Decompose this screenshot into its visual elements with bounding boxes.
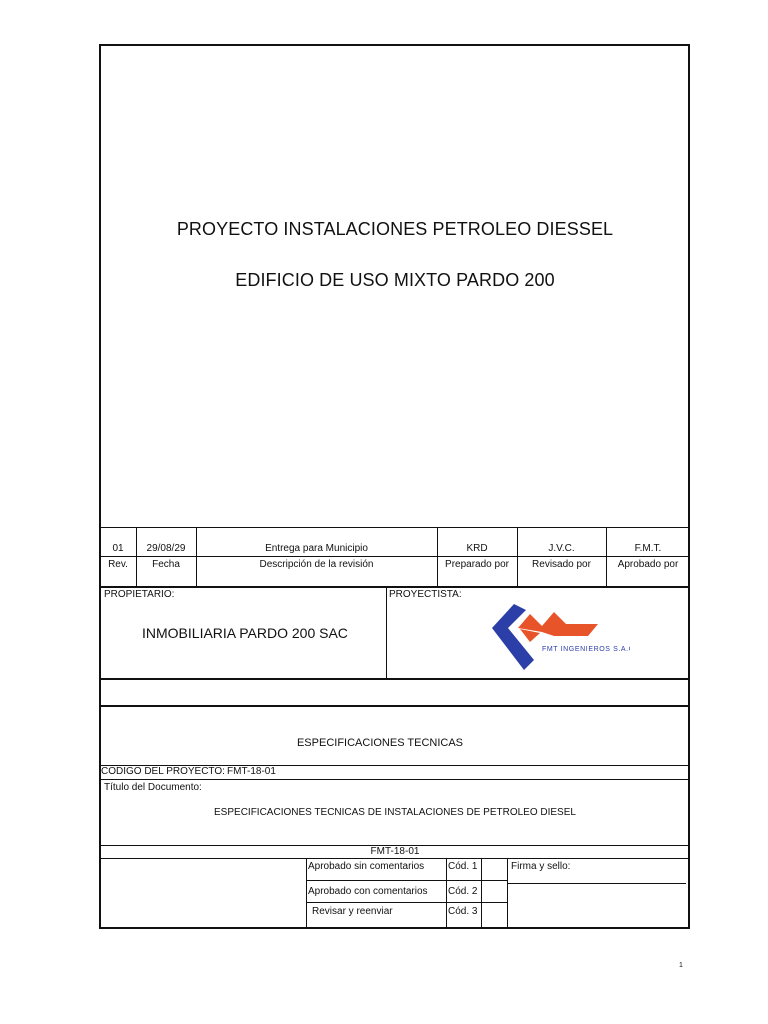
approval-status: Revisar y reenviar xyxy=(312,906,393,917)
rev-number: 01 xyxy=(112,543,124,554)
project-code-label: CODIGO DEL PROYECTO: xyxy=(101,766,225,777)
document-title: ESPECIFICACIONES TECNICAS DE INSTALACIONES DE PETROLEO DIESEL xyxy=(214,807,576,818)
approval-row-line xyxy=(306,902,507,903)
revision-col-divider xyxy=(196,527,197,586)
signature-line xyxy=(507,883,686,884)
revision-mid-line xyxy=(100,556,690,557)
prepared-by-label: Preparado por xyxy=(445,559,509,570)
rev-reviewed-by: J.V.C. xyxy=(548,543,575,554)
revision-bottom-line xyxy=(100,586,690,588)
section-line xyxy=(100,705,690,707)
owner-designer-divider xyxy=(386,587,387,678)
owner-label: PROPIETARIO: xyxy=(104,589,175,600)
company-logo xyxy=(490,602,630,672)
project-title: PROYECTO INSTALACIONES PETROLEO DIESSEL xyxy=(176,219,614,239)
document-code: FMT-18-01 xyxy=(370,846,420,857)
approval-code: Cód. 3 xyxy=(448,906,478,917)
approval-row-line xyxy=(306,880,507,881)
page-number: 1 xyxy=(679,962,683,969)
approval-divider xyxy=(481,858,482,928)
project-code: FMT-18-01 xyxy=(227,766,276,777)
section-line xyxy=(100,858,690,859)
approval-status: Aprobado sin comentarios xyxy=(308,861,425,872)
signature-label: Firma y sello: xyxy=(511,861,571,872)
date-label: Fecha xyxy=(152,559,180,570)
document-frame xyxy=(99,44,690,929)
section-line xyxy=(100,779,690,780)
revision-col-divider xyxy=(517,527,518,586)
owner-name: INMOBILIARIA PARDO 200 SAC xyxy=(142,625,348,641)
revision-col-divider xyxy=(606,527,607,586)
document-title-label: Título del Documento: xyxy=(104,782,202,793)
rev-prepared-by: KRD xyxy=(466,543,488,554)
rev-label: Rev. xyxy=(108,559,128,570)
description-label: Descripción de la revisión xyxy=(259,559,374,570)
approval-status: Aprobado con comentarios xyxy=(308,886,428,897)
revision-top-line xyxy=(100,527,690,528)
section-line xyxy=(100,678,690,680)
reviewed-by-label: Revisado por xyxy=(532,559,591,570)
svg-text:FMT INGENIEROS S.A.C: FMT INGENIEROS S.A.C xyxy=(542,646,630,653)
designer-label: PROYECTISTA: xyxy=(389,589,462,600)
approval-code: Cód. 2 xyxy=(448,886,478,897)
document-category: ESPECIFICACIONES TECNICAS xyxy=(296,737,464,749)
rev-approved-by: F.M.T. xyxy=(634,543,662,554)
revision-col-divider xyxy=(136,527,137,586)
rev-date: 29/08/29 xyxy=(146,543,186,554)
approval-divider xyxy=(507,858,508,928)
rev-description: Entrega para Municipio xyxy=(265,543,368,554)
revision-col-divider xyxy=(437,527,438,586)
approved-by-label: Aprobado por xyxy=(617,559,679,570)
approval-divider xyxy=(446,858,447,928)
approval-code: Cód. 1 xyxy=(448,861,478,872)
building-title: EDIFICIO DE USO MIXTO PARDO 200 xyxy=(235,270,555,290)
approval-divider xyxy=(306,858,307,928)
